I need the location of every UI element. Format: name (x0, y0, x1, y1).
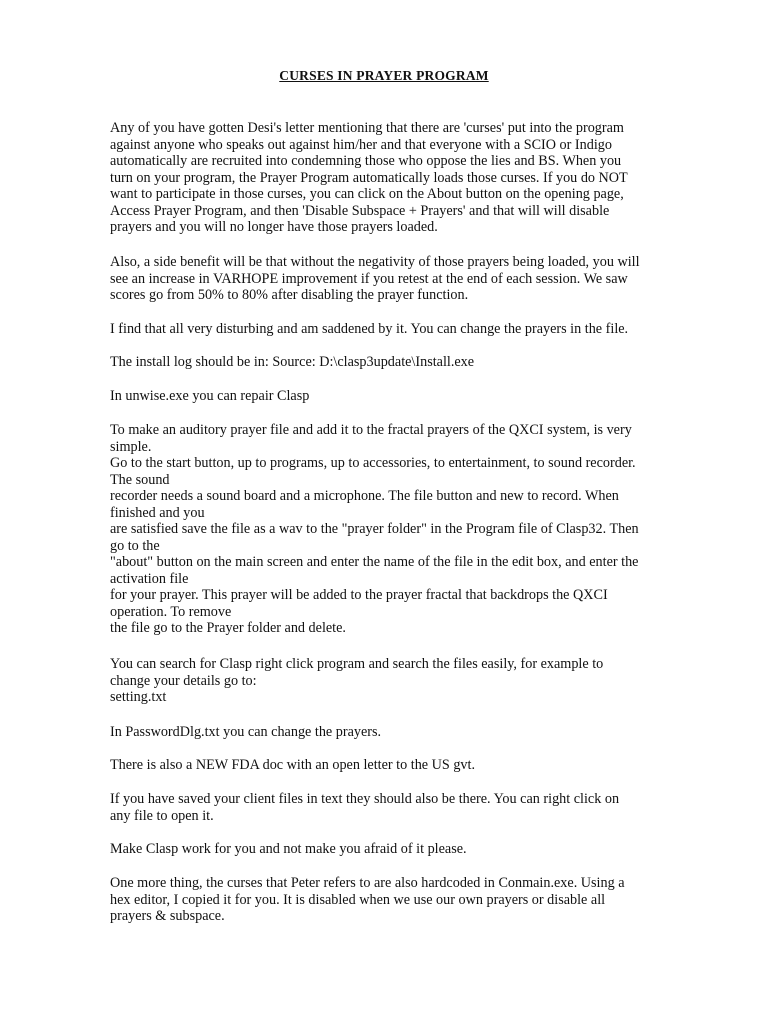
paragraph-auditory-prayer (110, 422, 695, 637)
text-line: The sound (110, 471, 170, 488)
text-line: finished and you (110, 504, 205, 521)
paragraph-install-log (110, 354, 695, 371)
text-line: simple. (110, 438, 152, 455)
paragraph-password-dlg (110, 724, 695, 741)
text-line: prayers & subspace. (110, 908, 225, 924)
text-line: Access Prayer Program, and then 'Disable Subspace + Prayers' and that will will disable (110, 202, 610, 219)
text-line: recorder needs a sound board and a microphone. The file button and new to record. When (110, 488, 619, 504)
text-line: Make Clasp work for you and not make you afraid of it please. (110, 841, 467, 857)
text-line: Go to the start button, up to programs, up to accessories, to entertainment, to sound recorder. (110, 455, 636, 471)
paragraph-make-clasp-work (110, 841, 695, 858)
text-line: I find that all very disturbing and am saddened by it. You can change the prayers in the file. (110, 321, 629, 337)
document-title: CURSES IN PRAYER PROGRAM (279, 68, 489, 83)
text-line: operation. To remove (110, 603, 232, 620)
text-line: If you have saved your client files in text they should also be there. You can right click on (110, 791, 620, 807)
paragraph-side-benefit (110, 254, 695, 304)
text-line: prayers and you will no longer have those prayers loaded. (110, 219, 438, 235)
text-line: automatically are recruited into condemning those who oppose the lies and BS. When you (110, 153, 622, 169)
paragraph-curses-intro (110, 120, 695, 236)
paragraph-one-more-thing (110, 875, 695, 925)
text-line: are satisfied save the file as a wav to the "prayer folder" in the Program file of Clasp32. Then (110, 521, 639, 537)
text-line: go to the (110, 537, 160, 554)
text-line: setting.txt (110, 689, 167, 705)
text-line: Also, a side benefit will be that without the negativity of those prayers being loaded, you will (110, 254, 640, 270)
text-line: In unwise.exe you can repair Clasp (110, 388, 310, 404)
text-line: To make an auditory prayer file and add it to the fractal prayers of the QXCI system, is very (110, 422, 632, 438)
text-line: change your details go to: (110, 672, 257, 689)
text-line: any file to open it. (110, 807, 214, 824)
text-line: against anyone who speaks out against him/her and that everyone with a SCIO or Indigo (110, 136, 612, 153)
text-line: hex editor, I copied it for you. It is disabled when we use our own prayers or disable all (110, 891, 606, 908)
text-line: scores go from 50% to 80% after disabling the prayer function. (110, 287, 469, 303)
text-line: "about" button on the main screen and enter the name of the file in the edit box, and enter the (110, 554, 639, 570)
text-line: activation file (110, 570, 189, 587)
paragraph-search-clasp (110, 656, 695, 706)
paragraph-unwise (110, 388, 695, 405)
text-line: You can search for Clasp right click program and search the files easily, for example to (110, 656, 604, 672)
text-line: want to participate in those curses, you can click on the About button on the opening page, (110, 186, 624, 202)
paragraph-disturbing (110, 321, 695, 338)
text-line: turn on your program, the Prayer Program automatically loads those curses. If you do NOT (110, 169, 628, 186)
text-line: In PasswordDlg.txt you can change the prayers. (110, 724, 382, 740)
text-line: There is also a NEW FDA doc with an open letter to the US gvt. (110, 757, 475, 773)
paragraph-client-files (110, 791, 695, 824)
paragraph-fda-doc (110, 757, 695, 774)
text-line: Any of you have gotten Desi's letter mentioning that there are 'curses' put into the program (110, 120, 624, 136)
text-line: One more thing, the curses that Peter refers to are also hardcoded in Conmain.exe. Using a (110, 875, 625, 891)
text-line: see an increase in VARHOPE improvement if you retest at the end of each session. We saw (110, 270, 628, 287)
text-line: for your prayer. This prayer will be added to the prayer fractal that backdrops the QXCI (110, 587, 608, 603)
text-line: the file go to the Prayer folder and delete. (110, 620, 346, 636)
text-line: The install log should be in: Source: D:\clasp3update\Install.exe (110, 354, 475, 370)
